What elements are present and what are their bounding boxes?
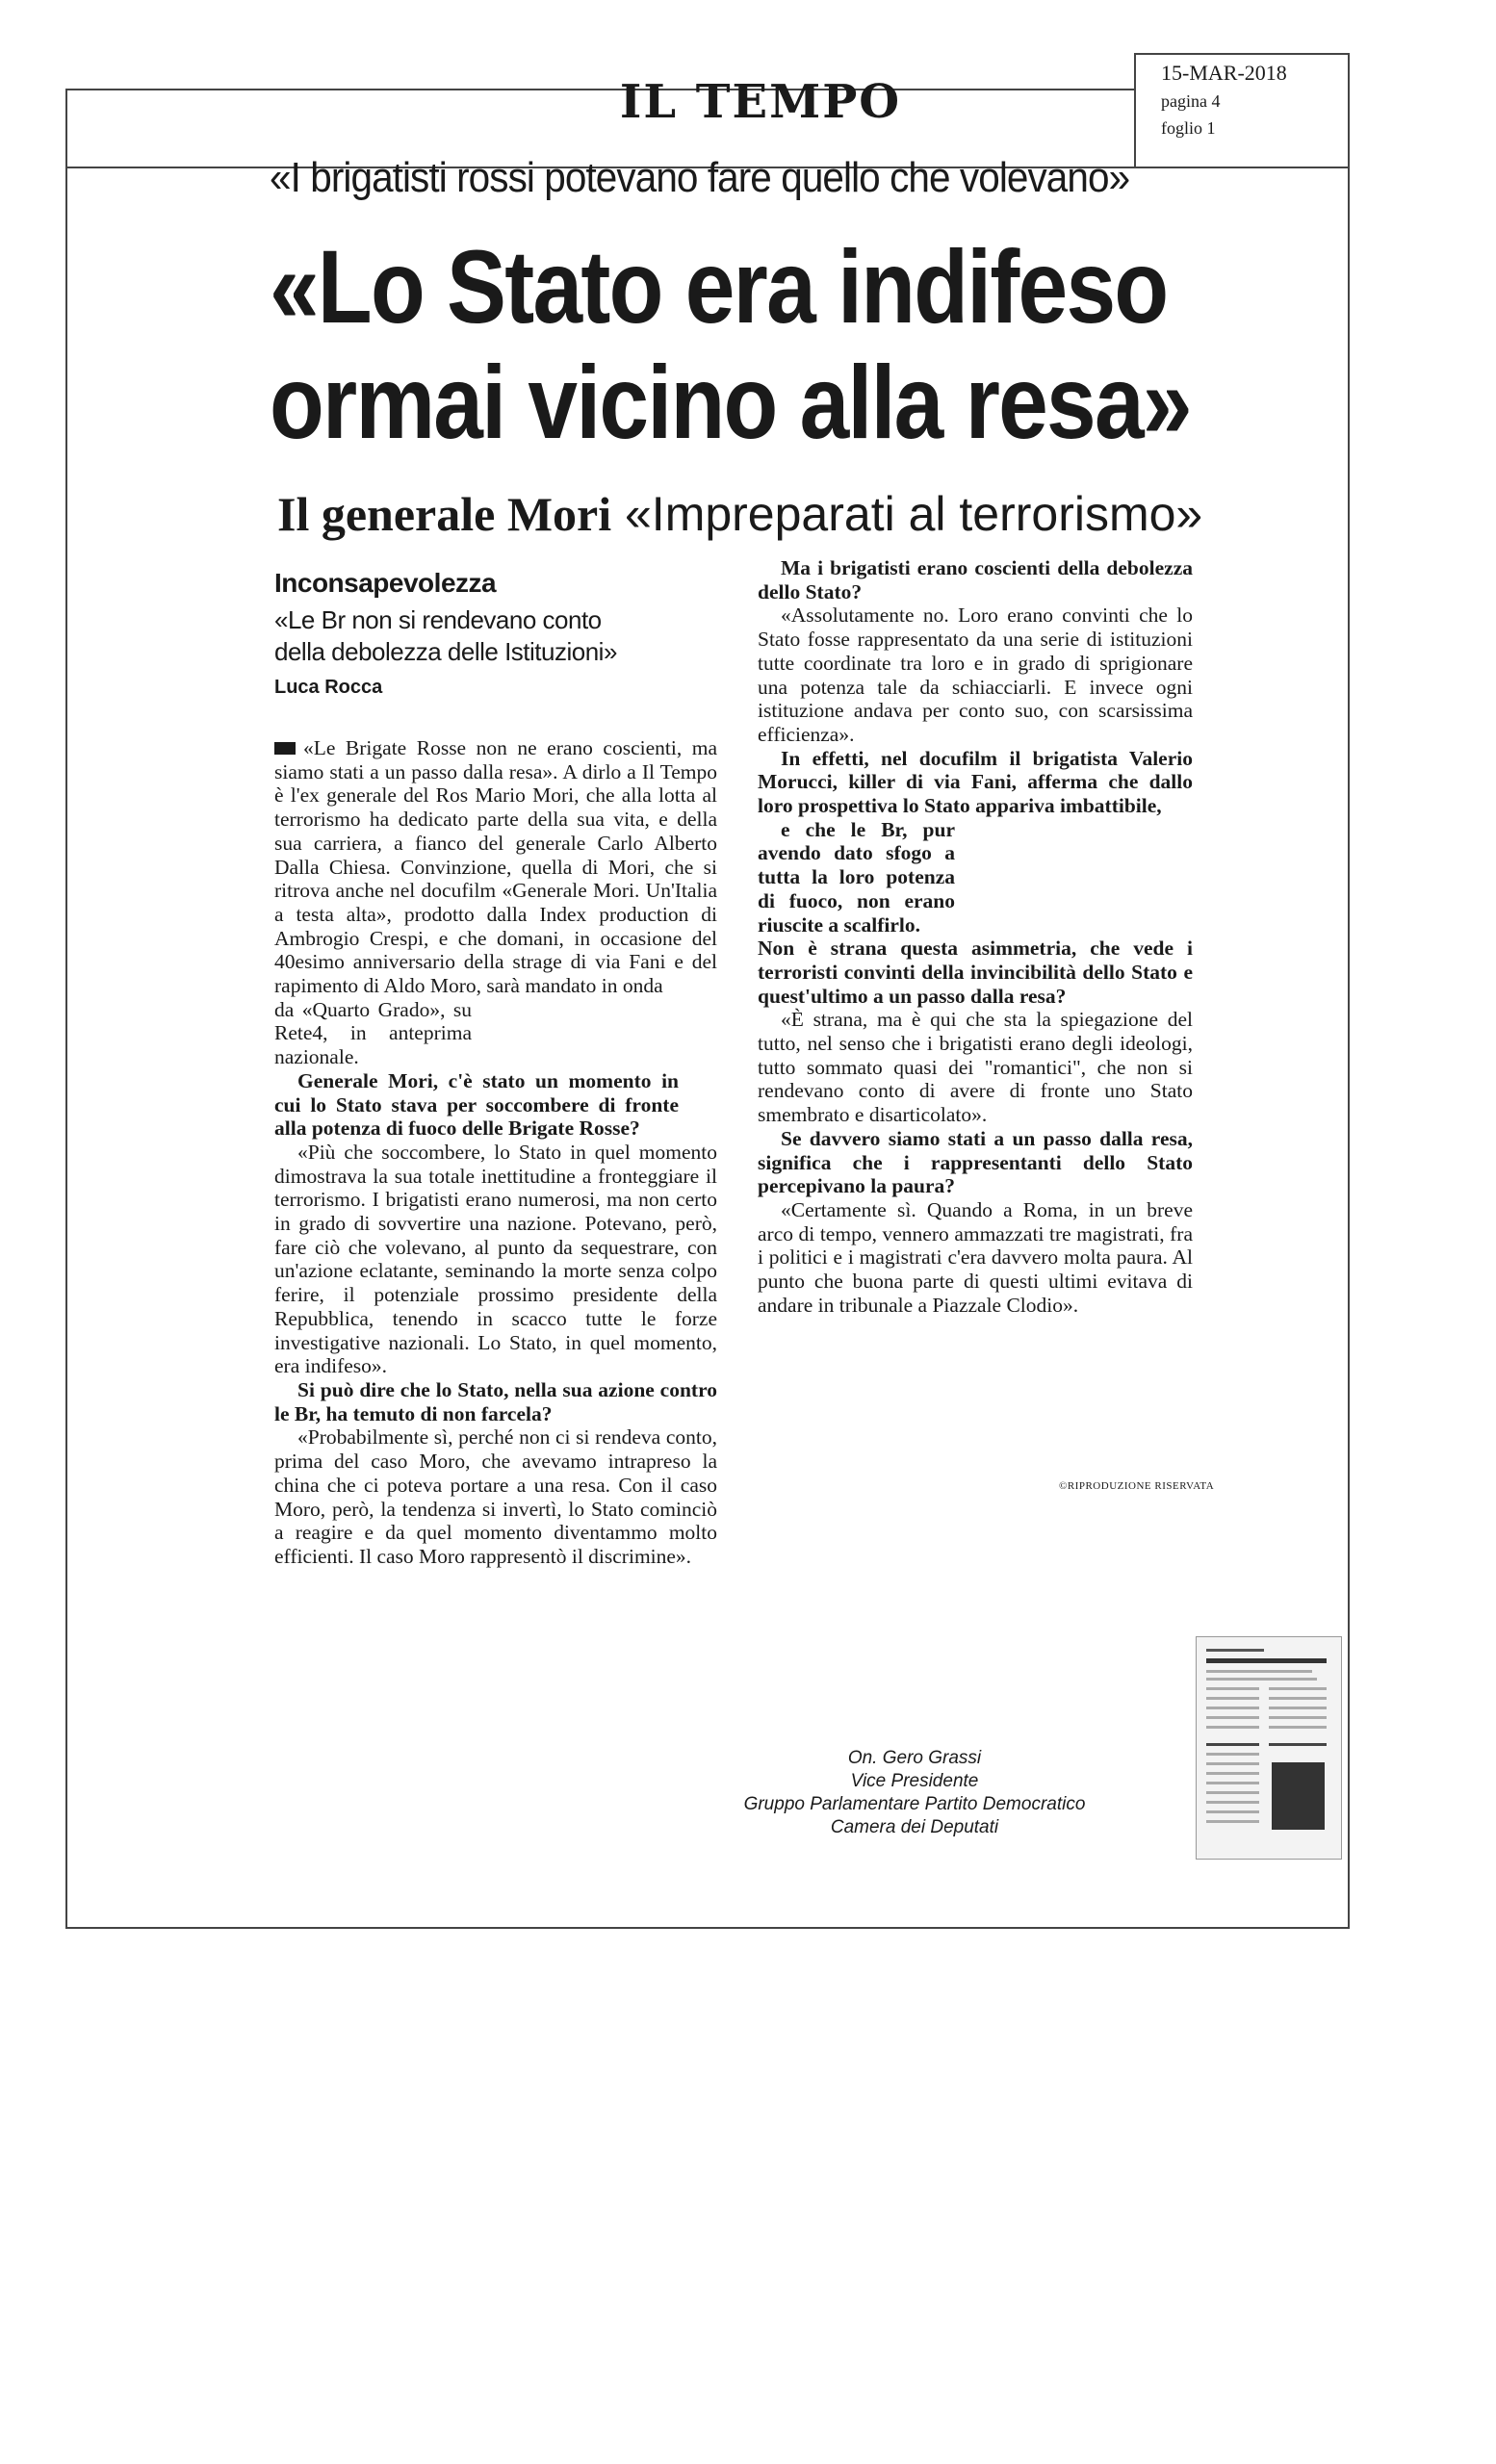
copyright-notice: ©RIPRODUZIONE RISERVATA (1059, 1480, 1215, 1492)
question-5: Non è strana questa asimmetria, che vede i terroristi convinti della invincibilità dello Stato e quest'ultimo a un passo dalla resa? (758, 937, 1193, 1008)
stamp-role: Vice Presidente (850, 1771, 979, 1791)
question-6: Se davvero siamo stati a un passo dalla resa, significa che i rappresentanti dello Stato percepivano la paura? (758, 1126, 1193, 1198)
headline-line-1: «Lo Stato era indifeso (270, 228, 1168, 345)
question-4: In effetti, nel docufilm il brigatista Valerio Morucci, killer di via Fani, afferma che dallo loro prospettiva lo Stato appariva imbattibile, (758, 746, 1193, 818)
answer-5: «È strana, ma è qui che sta la spiegazione del tutto, nel senso che i brigatisti erano degli ideologi, tutto sommato quasi dei "romantici", che non si rendevano conto di avere di fronte uno Stato smembrato e disarticolato». (758, 1008, 1193, 1127)
byline-author: Luca Rocca (274, 677, 383, 698)
paragraph-marker-icon (274, 742, 296, 755)
question-2: Si può dire che lo Stato, nella sua azione contro le Br, ha temuto di non farcela? (274, 1377, 717, 1425)
page-number: pagina 4 (1161, 91, 1221, 111)
article-kicker: «I brigatisti rossi potevano fare quello che volevano» (270, 154, 1130, 201)
intro-paragraph-tail: da «Quarto Grado», su Rete4, in anteprima nazionale. (274, 997, 472, 1069)
section-quote: «Le Br non si rendevano conto della debolezza delle Istituzioni» (274, 605, 617, 666)
date-box (1134, 53, 1350, 167)
stamp-chamber: Camera dei Deputati (830, 1817, 999, 1837)
section-label: Inconsapevolezza (274, 568, 497, 598)
subhead-quote: «Impreparati al terrorismo» (611, 487, 1203, 541)
article-headline (270, 229, 1191, 460)
newspaper-masthead: IL TEMPO (619, 75, 902, 129)
article-subheadline (277, 486, 1202, 542)
question-3: Ma i brigatisti erano coscienti della debolezza dello Stato? (758, 556, 1193, 603)
question-1: Generale Mori, c'è stato un momento in cui lo Stato stava per soccombere di fronte alla potenza di fuoco delle Brigate Rosse? (274, 1068, 679, 1141)
answer-1: «Più che soccombere, lo Stato in quel momento dimostrava la sua totale inettitudine a fronteggiare il terrorismo. I brigatisti erano numerosi, ma non certo in grado di sovvertire una nazione. Potevano, però, fare ciò che volevano, al punto da sequestrare, con un'azione eclatante, seminando la morte senza colpo ferire, il potenziale prossimo presidente della Repubblica, tenendo in scacco tutte le forze investigative nazionali. Lo Stato, in quel momento, era indifeso». (274, 1140, 717, 1378)
answer-6: «Certamente sì. Quando a Roma, in un breve arco di tempo, vennero ammazzati tre magistrati, fra i politici e i magistrati c'era davvero molta paura. Al punto che buona parte di questi ultimi evitava di andare in tribunale a Piazzale Clodio». (758, 1197, 1193, 1317)
publication-date: 15-MAR-2018 (1161, 61, 1287, 85)
stamp-signature (674, 1747, 1155, 1839)
question-4-tail: e che le Br, pur avendo dato sfogo a tutta la loro potenza di fuoco, non erano riuscite a scalfirlo. (758, 817, 955, 937)
subhead-name: Il generale Mori (277, 487, 612, 541)
stamp-group: Gruppo Parlamentare Partito Democratico (743, 1794, 1086, 1814)
article-column-1 (274, 736, 717, 1569)
answer-3: «Assolutamente no. Loro erano convinti che lo Stato fosse rappresentato da una serie di istituzioni tutte coordinate tra loro e in grado di sprigionare una potenza tale da schiacciarli. E invece ogni istituzione andava per conto suo, con scarsissima efficienza». (758, 603, 1193, 746)
sheet-number: foglio 1 (1161, 118, 1216, 138)
intro-paragraph: «Le Brigate Rosse non ne erano coscienti, ma siamo stati a un passo dalla resa». A dirlo a Il Tempo è l'ex generale del Ros Mario Mori, che alla lotta al terrorismo ha dedicato parte della sua vita, e della sua carriera, a fianco del generale Carlo Alberto Dalla Chiesa. Convinzione, quella di Mori, che si ritrova anche nel docufilm «Generale Mori. Un'Italia a testa alta», prodotto dalla Index production di Ambrogio Crespi, e che domani, in occasione del 40esimo anniversario della strage di via Fani e del rapimento di Aldo Moro, sarà mandato in onda (274, 736, 717, 998)
article-column-2 (758, 556, 1193, 1318)
answer-2: «Probabilmente sì, perché non ci si rendeva conto, prima del caso Moro, che avevamo intrapreso la china che ci poteva portare a una resa. Con il caso Moro, però, la tendenza si invertì, lo Stato cominciò a reagire e da quel momento diventammo molto efficienti. Il caso Moro rappresentò il discrimine». (274, 1425, 717, 1568)
headline-line-2: ormai vicino alla resa» (270, 344, 1191, 460)
page-thumbnail (1196, 1636, 1342, 1860)
stamp-name: On. Gero Grassi (847, 1748, 982, 1768)
